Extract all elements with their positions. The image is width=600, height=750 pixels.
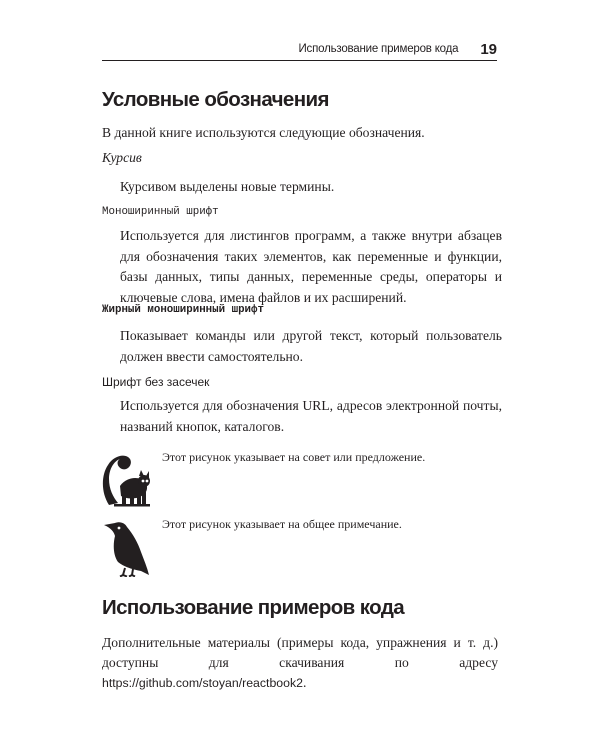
term-sans-serif-description: Используется для обозначения URL, адресов электронной почты, названий кнопок, каталогов. (120, 398, 502, 434)
general-note-text: Этот рисунок указывает на общее примечание. (162, 517, 402, 531)
term-italic-description: Курсивом выделены новые термины. (120, 179, 335, 194)
section-heading-code-examples: Использование примеров кода (102, 596, 405, 619)
conventions-intro: В данной книге используются следующие обозначения. (102, 125, 425, 140)
running-head: Использование примеров кода (298, 43, 459, 55)
term-monospace: Моноширинный шрифт (102, 206, 219, 218)
term-sans-serif: Шрифт без засечек (102, 375, 210, 389)
crow-icon (100, 515, 152, 577)
section-heading-conventions: Условные обозначения (102, 88, 329, 111)
header-rule (102, 60, 497, 61)
term-bold-monospace-description: Показывает команды или другой текст, который пользователь должен ввести самостоятельно. (120, 328, 502, 364)
github-link[interactable]: https://github.com/stoyan/reactbook2 (102, 676, 303, 690)
lemur-icon (100, 445, 152, 507)
term-monospace-description: Используется для листингов программ, а также внутри абзацев для обозначения таких элементов, как переменные и функции, базы данных, типы данных, переменные среды, операторы и ключевые слова, имена файлов и их расширений. (120, 228, 502, 305)
term-italic: Курсив (102, 150, 142, 165)
code-examples-lead: Дополнительные материалы (примеры кода, упражнения и т. д.) доступны для скачивания по адресу (102, 635, 498, 670)
code-examples-text (102, 633, 498, 693)
term-bold-monospace: Жирный моноширинный шрифт (102, 304, 264, 316)
tip-note-text: Этот рисунок указывает на совет или предложение. (162, 450, 426, 464)
page-number: 19 (480, 40, 497, 58)
code-examples-period: . (302, 675, 307, 690)
